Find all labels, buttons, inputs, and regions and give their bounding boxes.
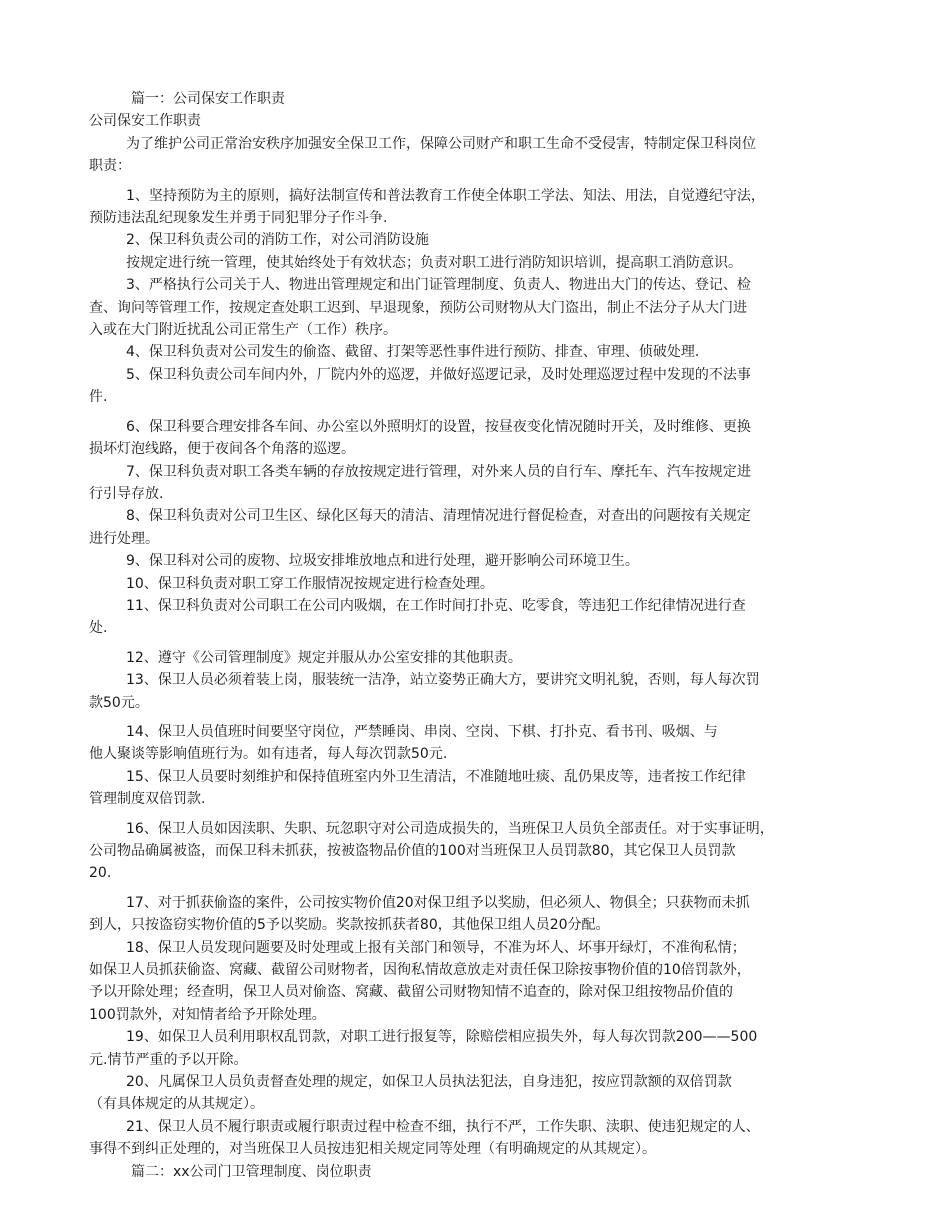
- item-21-line: 21、保卫人员不履行职责或履行职责过程中检查不细，执行不严，工作失职、渎职、使违犯规定的人、: [126, 1118, 760, 1135]
- item-8-line: 8、保卫科负责对公司卫生区、绿化区每天的清洁、清理情况进行督促检查，对查出的问题按有关规定: [126, 508, 751, 525]
- item-16-line: 公司物品确属被盗，而保卫科未抓获，按被盗物品价值的100对当班保卫人员罚款80，其它保卫人员罚款: [89, 843, 736, 859]
- item-11-line: 处.: [89, 620, 108, 637]
- item-4-line: 4、保卫科负责对公司发生的偷盗、截留、打架等恶性事件进行预防、排查、审理、侦破处理.: [126, 344, 700, 361]
- item-7-line: 行引导存放.: [89, 485, 164, 502]
- item-3-line: 查、询问等管理工作，按规定查处职工迟到、早退现象，预防公司财物从大门盗出，制止不法分子从大门进: [89, 299, 747, 316]
- section-title: 篇二：xx公司门卫管理制度、岗位职责: [131, 1163, 372, 1180]
- item-8-line: 进行处理。: [89, 530, 159, 547]
- item-1-line: 预防违法乱纪现象发生并勇于同犯罪分子作斗争.: [89, 210, 388, 227]
- item-19-line: 元.情节严重的予以开除。: [89, 1051, 248, 1068]
- item-2-line: 2、保卫科负责公司的消防工作，对公司消防设施: [126, 232, 429, 249]
- item-11-line: 11、保卫科负责对公司职工在公司内吸烟，在工作时间打扑克、吃零食，等违犯工作纪律情况进行查: [126, 597, 746, 614]
- item-18-line: 如保卫人员抓获偷盗、窝藏、截留公司财物者，因徇私情故意放走对责任保卫除按事物价值的10倍罚款外，: [89, 962, 751, 979]
- item-5-line: 件.: [89, 389, 108, 406]
- item-16-line: 20.: [89, 865, 112, 882]
- item-3-line: 入或在大门附近扰乱公司正常生产（工作）秩序。: [89, 322, 397, 339]
- item-2-line: 按规定进行统一管理，使其始终处于有效状态；负责对职工进行消防知识培训，提高职工消防意识。: [126, 254, 742, 271]
- item-5-line: 5、保卫科负责公司车间内外，厂院内外的巡逻，并做好巡逻记录，及时处理巡逻过程中发现的不法事: [126, 366, 751, 383]
- item-18-line: 100罚款外，对知情者给予开除处理。: [89, 1006, 326, 1023]
- item-15-line: 管理制度双倍罚款.: [89, 791, 206, 808]
- item-14-line: 他人聚谈等影响值班行为。如有违者，每人每次罚款50元.: [89, 746, 448, 763]
- item-18-line: 予以开除处理；经查明，保卫人员对偷盗、窝藏、截留公司财物知情不追查的，除对保卫组按物品价值的: [89, 984, 733, 1001]
- item-20-line: 20、凡属保卫人员负责督查处理的规定，如保卫人员执法犯法，自身违犯，按应罚款额的双倍罚款: [126, 1074, 732, 1091]
- item-17-line: 到人，只按盗窃实物价值的5予以奖励。奖款按抓获者80，其他保卫组人员20分配。: [89, 917, 610, 934]
- item-18-line: 18、保卫人员发现问题要及时处理或上报有关部门和领导，不准为坏人、坏事开绿灯，不准徇私情；: [126, 939, 746, 956]
- item-19-line: 19、如保卫人员利用职权乱罚款，对职工进行报复等，除赔偿相应损失外，每人每次罚款200——500: [126, 1029, 758, 1046]
- item-6-line: 6、保卫科要合理安排各车间、办公室以外照明灯的设置，按昼夜变化情况随时开关，及时维修、更换: [126, 418, 751, 435]
- item-3-line: 3、严格执行公司关于人、物进出管理规定和出门证管理制度、负责人、物进出大门的传达、登记、检: [126, 277, 751, 294]
- doc-title: 公司保安工作职责: [89, 113, 201, 130]
- intro-line: 职责：: [89, 158, 131, 175]
- section-title: 篇一：公司保安工作职责: [131, 91, 285, 107]
- document-body: [89, 88, 864, 1183]
- item-1-line: 1、坚持预防为主的原则，搞好法制宣传和普法教育工作使全体职工学法、知法、用法，自觉遵纪守法，: [126, 187, 765, 204]
- item-9-line: 9、保卫科对公司的废物、垃圾安排堆放地点和进行处理，避开影响公司环境卫生。: [126, 553, 639, 570]
- item-15-line: 15、保卫人员要时刻维护和保持值班室内外卫生清洁，不准随地吐痰、乱仍果皮等，违者按工作纪律: [126, 768, 746, 785]
- item-13-line: 款50元。: [89, 694, 149, 711]
- item-14-line: 14、保卫人员值班时间要坚守岗位，严禁睡岗、串岗、空岗、下棋、打扑克、看书刊、吸烟、与: [126, 723, 718, 740]
- item-16-line: 16、保卫人员如因渎职、失职、玩忽职守对公司造成损失的，当班保卫人员负全部责任。对于实事证明，: [126, 820, 774, 837]
- item-13-line: 13、保卫人员必须着装上岗，服装统一洁净，站立姿势正确大方，要讲究文明礼貌，否则，每人每次罚: [126, 672, 760, 689]
- item-6-line: 损坏灯泡线路，便于夜间各个角落的巡逻。: [89, 441, 355, 458]
- item-12-line: 12、遵守《公司管理制度》规定并服从办公室安排的其他职责。: [126, 649, 522, 666]
- item-10-line: 10、保卫科负责对职工穿工作服情况按规定进行检查处理。: [126, 575, 494, 592]
- item-20-line: （有具体规定的从其规定）。: [89, 1096, 264, 1113]
- item-17-line: 17、对于抓获偷盗的案件，公司按实物价值20对保卫组予以奖励，但必须人、物俱全；只获物而未抓: [126, 894, 750, 911]
- intro-line: 为了维护公司正常治安秩序加强安全保卫工作，保障公司财产和职工生命不受侵害，特制定保卫科岗位: [126, 135, 756, 152]
- item-7-line: 7、保卫科负责对职工各类车辆的存放按规定进行管理，对外来人员的自行车、摩托车、汽车按规定进: [126, 463, 751, 480]
- item-21-line: 事得不到纠正处理的，对当班保卫人员按违犯相关规定同等处理（有明确规定的从其规定）。: [89, 1141, 656, 1158]
